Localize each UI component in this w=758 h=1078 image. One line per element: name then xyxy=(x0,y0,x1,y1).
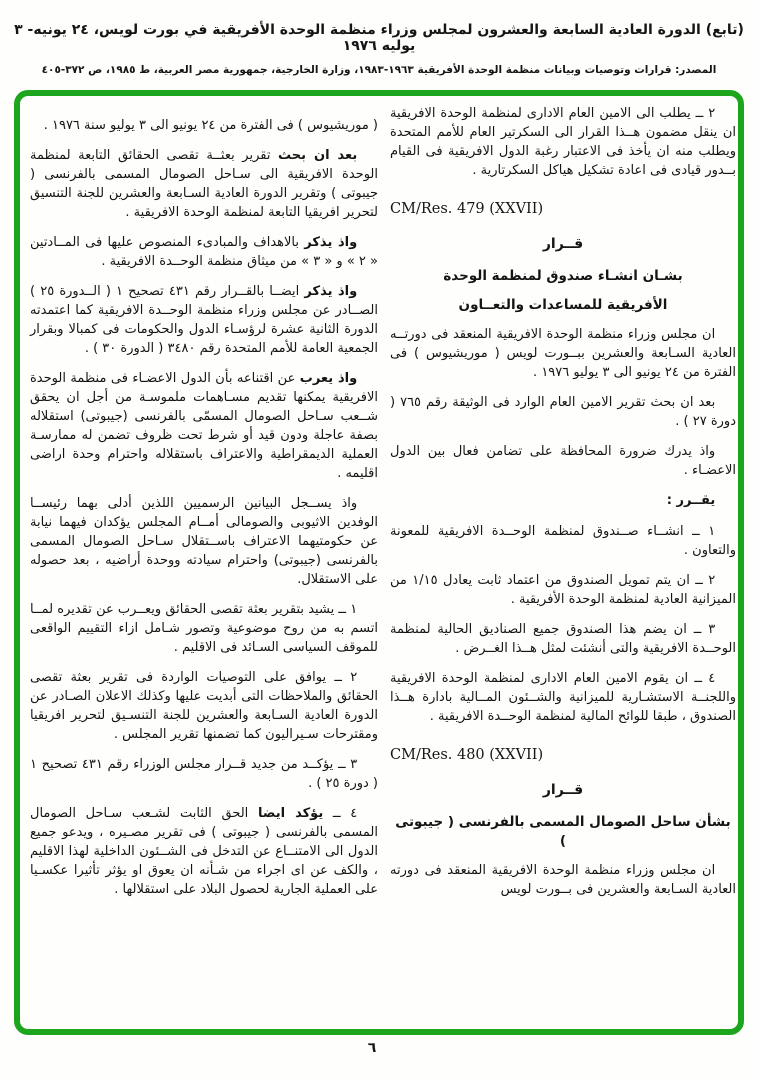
resolution-heading: قــرار xyxy=(542,782,584,798)
paragraph: ٣ ــ يؤكــد من جديد قــرار مجلس الوزراء رقم ٤٣١ تصحيح ١ ( دورة ٢٥ ) . xyxy=(30,757,378,791)
paragraph: ( موريشيوس ) فى الفترة من ٢٤ يونيو الى ٣ يوليو سنة ١٩٧٦ . xyxy=(43,118,378,133)
paragraph: ٢ ــ ان يتم تمويل الصندوق من اعتماد ثابت يعادل ١/١٥ من الميزانية العادية لمنظمة الوحدة الأفريقية . xyxy=(390,573,736,607)
paragraph: ١ ــ انشــاء صــندوق لمنظمة الوحــدة الافريقية للمعونة والتعاون . xyxy=(390,524,736,558)
paragraph: ٢ ــ يطلب الى الامين العام الادارى لمنظمة الوحدة الافريقية ان ينقل مضمون هــذا القرار الى السكرتير العام للأمم المتحدة ويطلب منه ان يأخذ فى الاعتبار رغبة الدول الافريقية فى القيام بــدور قيادى فى اعادة تشكيل هياكل السكرتارية . xyxy=(390,106,736,178)
paragraph: ٤ ــ يؤكد ايضا الحق الثابت لشـعب سـاحل الصومال المسمى بالفرنسى ( جيبوتى ) فى تقرير مصـيره ، ويدعو جميع الدول الى الامتنــاع عن التدخل فى الشــئون الداخلية لهذا الاقليم ، والكف عن اى اجراء من شـأنه ان يعوق او يؤثر تأثيرا عكسـيا على العملية الجارية لحصول البلاد على استقلالها . xyxy=(30,806,378,897)
paragraph: واذ يذكر ايضــا بالقــرار رقم ٤٣١ تصحيح ١ ( الــدورة ٢٥ ) الصــادر عن مجلس وزراء منظمة الوحــدة الافريقية كما اعتمدته الدورة الثانية عشرة لرؤسـاء الدول والحكومات فى كمبالا وبقرار الجمعية العامة للأمم المتحدة رقم ٣٤٨٠ ( الدورة ٣٠ ) . xyxy=(30,284,378,356)
column-right xyxy=(390,104,736,910)
resolution-number: CM/Res. 480 (XXVII) xyxy=(390,747,544,763)
resolution-heading: قــرار xyxy=(542,236,584,252)
page-number: ٦ xyxy=(367,1040,377,1056)
session-title: (تابع) الدورة العادية السابعة والعشرون لمجلس وزراء منظمة الوحدة الأفريقية في بورت لويس، ٢٤ يونيه- ٣ يوليه ١٩٧٦ xyxy=(14,22,744,54)
paragraph: واذ يعرب عن اقتناعه بأن الدول الاعضـاء فى منظمة الوحدة الافريقية يمكنها تقديم مسـاهمات ملموسـة من أجل ان يحقق شــعب سـاحل الصومال المسمّى بالفرنسى (جيبوتى) استقلاله بصفة عاجلة ودون قيد أو شرط تحت ظروف تضمن له ممارسـة العملية الديمقراطية والاعتراف باستقلاله واحترام وحدة اراضى اقليمه . xyxy=(30,371,378,481)
column-left xyxy=(30,116,378,910)
paragraph: ٣ ــ ان يضم هذا الصندوق جميع الصناديق الحالية لمنظمة الوحــدة الافريقية والتى أنشئت لمثل هــذا الغــرض . xyxy=(390,622,736,656)
paragraph: بعد ان بحث تقرير بعثــة تقصى الحقائق التابعة لمنظمة الوحدة الافريقية الى سـاحل الصومال المسمى بالفرنسى ( جيبوتى ) وتقرير الدورة العادية السـابعة والعشرين للجنة التنسيق لتحرير افريقيا التابعة لمنظمة الوحدة الافريقية . xyxy=(30,148,378,220)
paragraph: بعد ان بحث تقرير الامين العام الوارد فى الوثيقة رقم ٧٦٥ ( دورة ٢٧ ) . xyxy=(390,395,736,429)
paragraph: واذ يســجل البيانين الرسميين اللذين أدلى بهما رئيســا الوفدين الاثيوبى والصومالى أمــام المجلس يؤكدان فيهما نيابة عن حكومتيهما الاعتراف باســتقلال سـاحل الصومال المسمى بالفرنسى (جيبوتى) واحترام سيادته ووحدة أراضيه ، بعد حصوله على الاستقلال. xyxy=(30,496,378,587)
resolution-subject: الأفريقية للمساعدات والتعــاون xyxy=(458,297,668,313)
resolution-subject: بشـان انشـاء صندوق لمنظمة الوحدة xyxy=(443,268,683,284)
paragraph: واذ يذكر بالاهداف والمبادىء المنصوص عليها فى المــادتين « ٢ » و « ٣ » من ميثاق منظمة الوحــدة الافريقية . xyxy=(30,235,378,269)
paragraph: ان مجلس وزراء منظمة الوحدة الافريقية المنعقد فى دورتــه العادية السـابعة والعشرين ببــورت لويس ( موريشيوس ) فى الفترة من ٢٤ يونيو الى ٣ يوليو ١٩٧٦ . xyxy=(390,327,736,380)
decides-label: يقــرر : xyxy=(666,493,716,508)
resolution-subject: بشأن ساحل الصومال المسمى بالفرنسى ( جيبوتى ) xyxy=(395,814,731,849)
paragraph: ان مجلس وزراء منظمة الوحدة الافريقية المنعقد فى دورته العادية السـابعة والعشرين فى بــورت لويس xyxy=(390,863,736,897)
source-line: المصدر: قرارات وتوصيات وبيانات منظمة الوحدة الأفريقية ١٩٦٣-١٩٨٣، وزارة الخارجية، جمهورية مصر العربية، ط ١٩٨٥، ص ٣٧٢-٤٠٥ xyxy=(41,64,717,76)
resolution-number: CM/Res. 479 (XXVII) xyxy=(390,201,544,217)
paragraph: ١ ــ يشيد بتقرير بعثة تقصى الحقائق ويعــرب عن تقديره لمــا اتسم به من روح موضوعية وتصور شـامل ازاء التقييم الواقعى للموقف السياسى السـائد فى الاقليم . xyxy=(30,602,378,655)
paragraph: ٤ ــ ان يقوم الامين العام الادارى لمنظمة الوحدة الافريقية واللجنــة الاستشـارية للميزانية والشــئون المــالية بادارة هــذا الصندوق ، طبقا للوائح المالية لمنظمة الوحــدة الافريقية . xyxy=(390,671,736,724)
paragraph: ٢ ــ يوافق على التوصيات الواردة فى تقرير بعثة تقصى الحقائق والملاحظات التى أبديت عليها وكذلك الاعلان الصـادر عن الدورة العادية السـابعة والعشرين للجنة التنسـيق لتحرير افريقيا ومقترحات سـيراليون كما تضمنها تقرير المجلس . xyxy=(30,670,378,742)
paragraph: واذ يدرك ضرورة المحافظة على تضامن فعال بين الدول الاعضـاء . xyxy=(390,444,736,478)
page-header xyxy=(0,22,758,76)
